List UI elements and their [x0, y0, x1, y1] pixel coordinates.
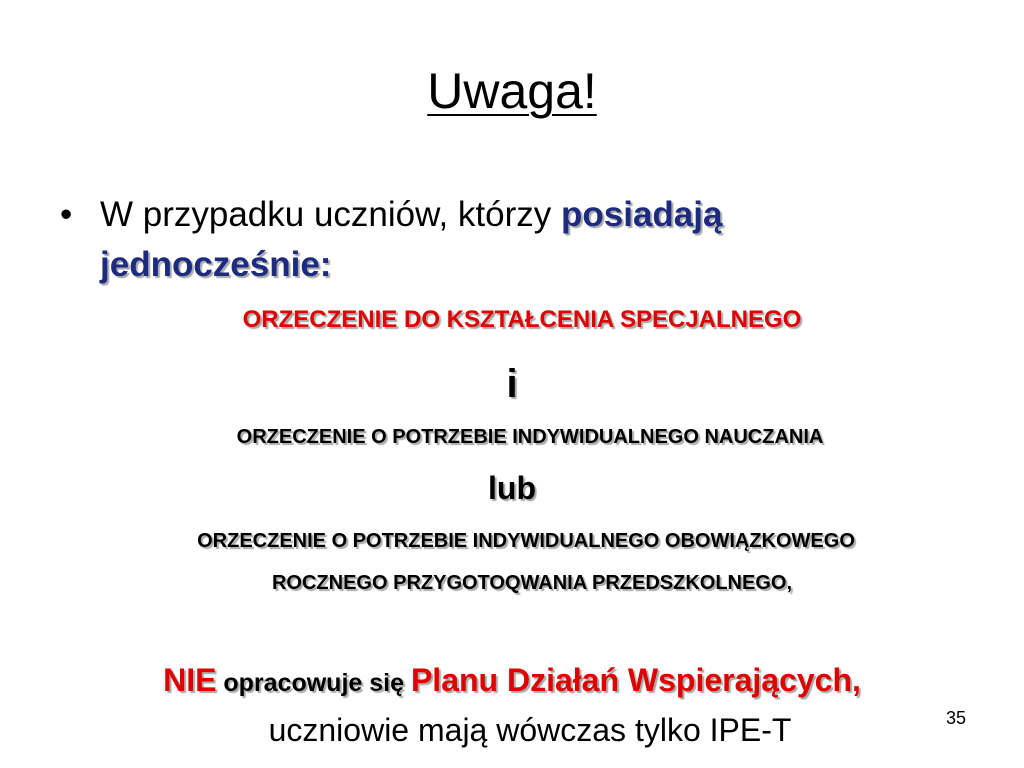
slide-number: 35	[945, 708, 966, 728]
conclusion-line	[0, 662, 1024, 699]
line-conjunction-i: i	[506, 362, 518, 406]
bullet-text	[100, 190, 960, 290]
line-individual-preschool-ruling-1: ORZECZENIE O POTRZEBIE INDYWIDUALNEGO OBOWIĄZKOWEGO	[197, 530, 855, 552]
bullet-emphasis-posiadaja: posiadają	[561, 195, 723, 234]
bullet-text-plain: W przypadku uczniów, którzy	[100, 195, 561, 234]
line-individual-teaching-ruling: ORZECZENIE O POTRZEBIE INDYWIDUALNEGO NAUCZANIA	[236, 426, 824, 448]
bullet-emphasis-jednoczesnie: jednocześnie:	[100, 245, 332, 284]
line-special-education-ruling: ORZECZENIE DO KSZTAŁCENIA SPECJALNEGO	[242, 306, 802, 333]
line-individual-preschool-ruling-2: ROCZNEGO PRZYGOTOQWANIA PRZEDSZKOLNEGO,	[271, 572, 793, 594]
conclusion-nie: NIE	[163, 662, 217, 698]
slide-title: Uwaga!	[427, 63, 597, 119]
conclusion-middle: opracowuje się	[216, 669, 411, 697]
bullet-marker: •	[60, 195, 73, 234]
conclusion-plan: Planu Działań Wspierających,	[410, 662, 861, 698]
bullet-item	[60, 190, 960, 290]
conclusion-last-line: uczniowie mają wówczas tylko IPE-T	[268, 712, 792, 748]
line-conjunction-lub: lub	[488, 470, 536, 506]
